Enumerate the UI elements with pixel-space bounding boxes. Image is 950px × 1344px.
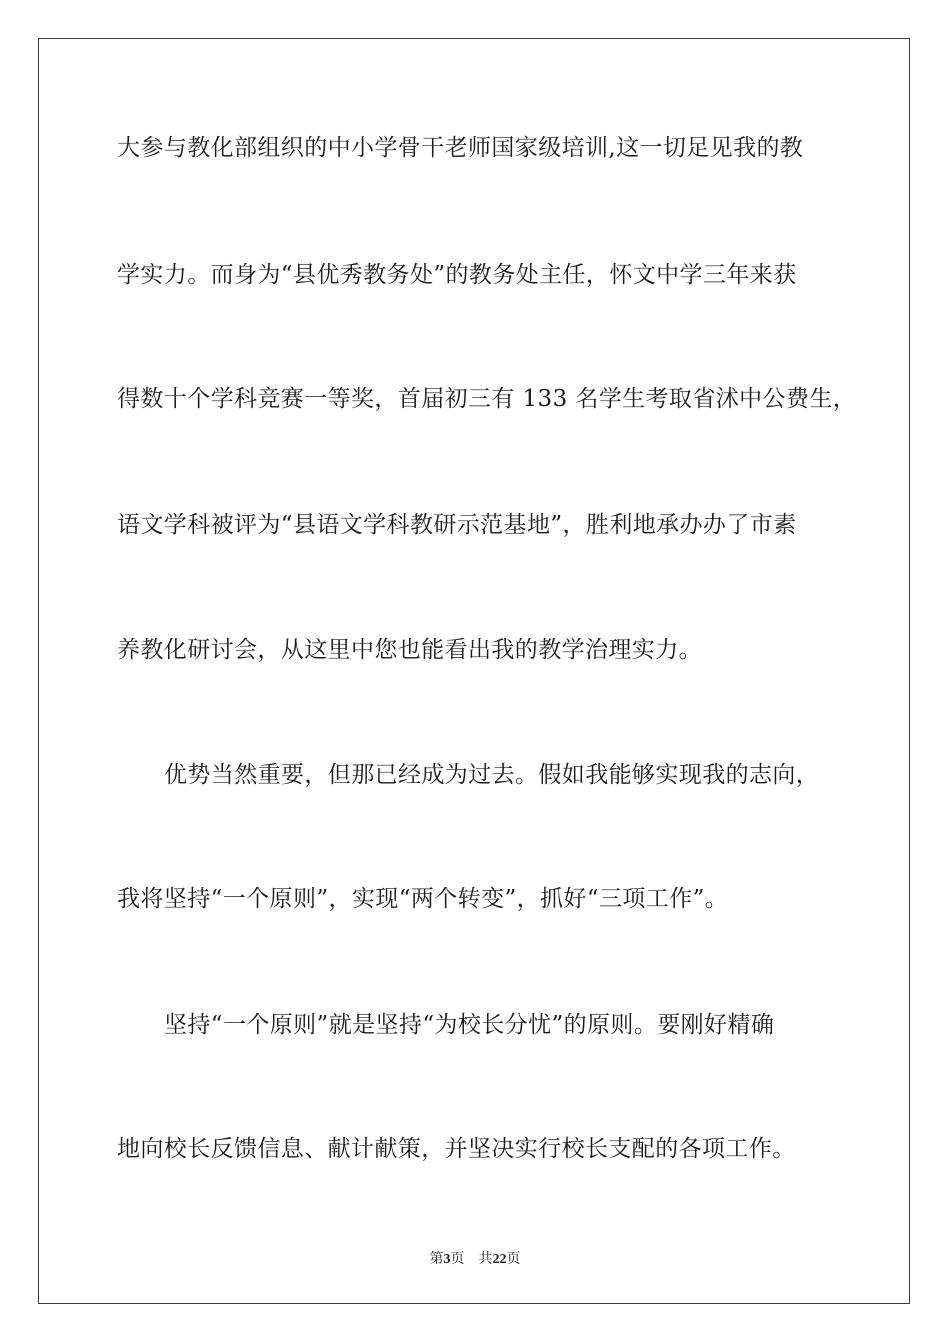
page-number: 3 bbox=[443, 1252, 451, 1267]
paragraph-line-8: 坚持“一个原则”就是坚持“为校长分忧”的原则。要刚好精确 bbox=[164, 1012, 775, 1038]
page-prefix: 第 bbox=[429, 1252, 444, 1267]
body-line-5: 养教化研讨会，从这里中您也能看出我的教学治理实力。 bbox=[117, 637, 702, 663]
body-line-2: 学实力。而身为“县优秀教务处”的教务处主任，怀文中学三年来获 bbox=[117, 262, 797, 288]
total-suffix: 页 bbox=[506, 1252, 521, 1267]
body-line-3: 得数十个学科竞赛一等奖，首届初三有 133 名学生考取省沭中公费生， bbox=[117, 386, 857, 412]
body-line-1: 大参与教化部组织的中小学骨干老师国家级培训,这一切足见我的教 bbox=[117, 135, 804, 161]
page-border bbox=[38, 38, 910, 1304]
paragraph-line-6: 优势当然重要，但那已经成为过去。假如我能够实现我的志向， bbox=[164, 762, 820, 788]
total-prefix: 共 bbox=[478, 1252, 493, 1267]
body-line-9: 地向校长反馈信息、献计献策，并坚决实行校长支配的各项工作。 bbox=[117, 1136, 796, 1162]
page-suffix: 页 bbox=[450, 1252, 465, 1267]
total-pages: 22 bbox=[492, 1252, 507, 1267]
body-line-4: 语文学科被评为“县语文学科教研示范基地”，胜利地承办办了市素 bbox=[117, 512, 797, 538]
page-footer bbox=[0, 1248, 950, 1268]
body-line-7: 我将坚持“一个原则”，实现“两个转变”，抓好“三项工作”。 bbox=[117, 886, 729, 912]
